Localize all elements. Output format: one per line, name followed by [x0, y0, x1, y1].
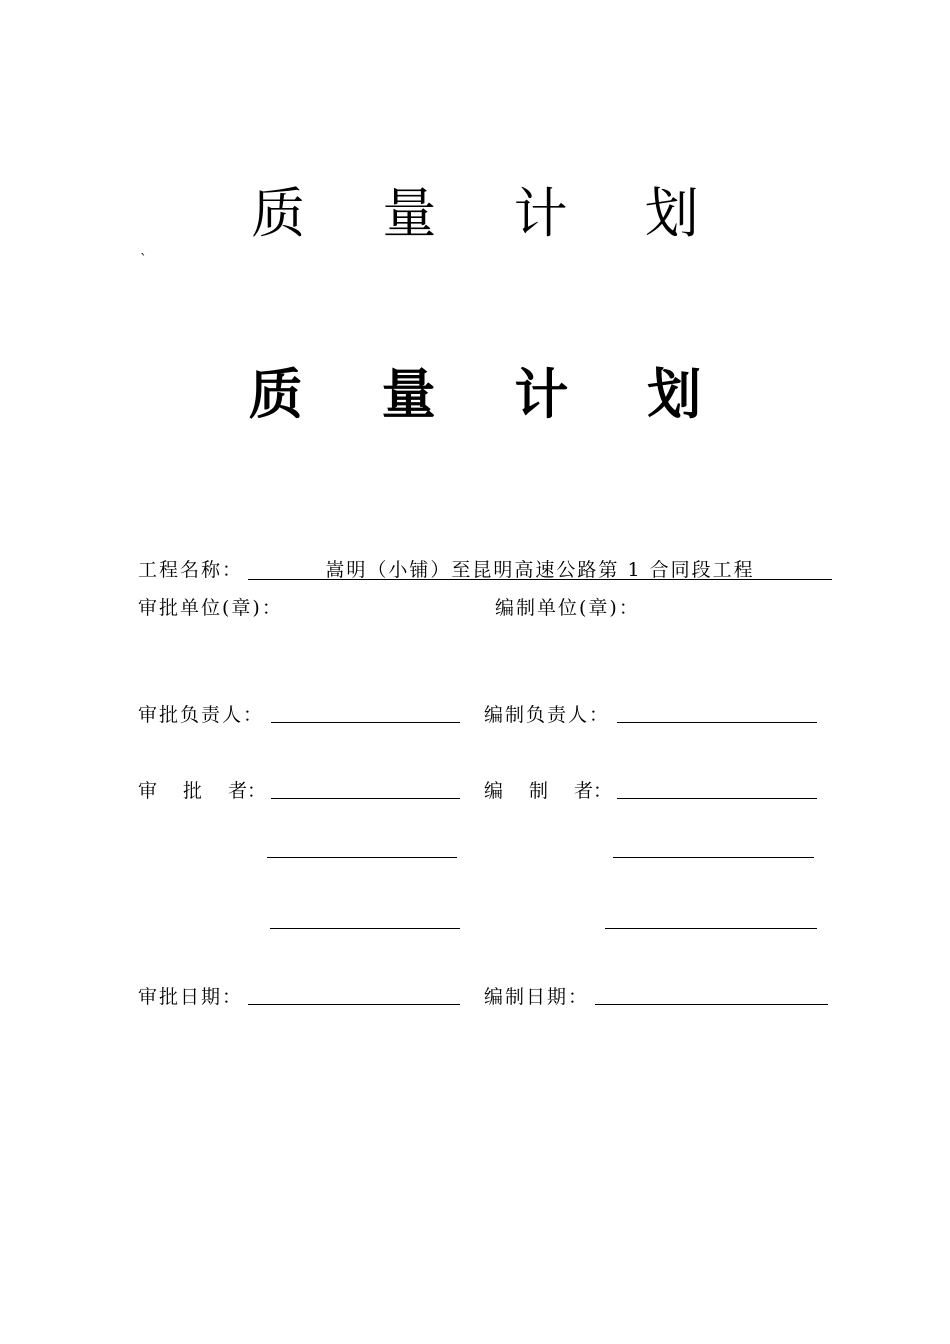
project-name-label: 工程名称： — [138, 559, 244, 581]
approval-lead-label: 审批负责人： — [138, 704, 265, 726]
approver-field-1[interactable] — [271, 798, 460, 799]
approver-field-2[interactable] — [267, 857, 457, 858]
approval-date-field[interactable] — [248, 1004, 460, 1005]
approver-label-char-2: 批 — [183, 780, 203, 802]
approver-label-char-3: 者： — [228, 780, 267, 802]
compile-unit-label: 编制单位(章)： — [495, 597, 640, 619]
compile-date-label: 编制日期： — [484, 986, 590, 1008]
project-name-value: 嵩明（小铺）至昆明高速公路第 1 合同段工程 — [325, 559, 755, 581]
approver-field-3[interactable] — [270, 928, 460, 929]
approval-lead-field[interactable] — [271, 722, 460, 723]
approval-date-label: 审批日期： — [138, 986, 244, 1008]
compile-date-field[interactable] — [595, 1004, 828, 1005]
approval-unit-label: 审批单位(章)： — [138, 597, 283, 619]
compiler-label-char-3: 者： — [574, 780, 613, 802]
approver-label-char-1: 审 — [138, 780, 158, 802]
compile-lead-label: 编制负责人： — [484, 704, 611, 726]
stray-mark: ` — [140, 252, 147, 268]
compiler-label-char-2: 制 — [529, 780, 549, 802]
document-title-main: 质 量 计 划 — [248, 362, 732, 426]
compiler-field-3[interactable] — [605, 928, 817, 929]
compile-lead-field[interactable] — [617, 722, 817, 723]
compiler-label-char-1: 编 — [484, 780, 504, 802]
compiler-field-1[interactable] — [617, 798, 817, 799]
document-title-top: 质 量 计 划 — [251, 182, 729, 245]
project-name-underline — [248, 579, 832, 580]
compiler-field-2[interactable] — [613, 857, 814, 858]
